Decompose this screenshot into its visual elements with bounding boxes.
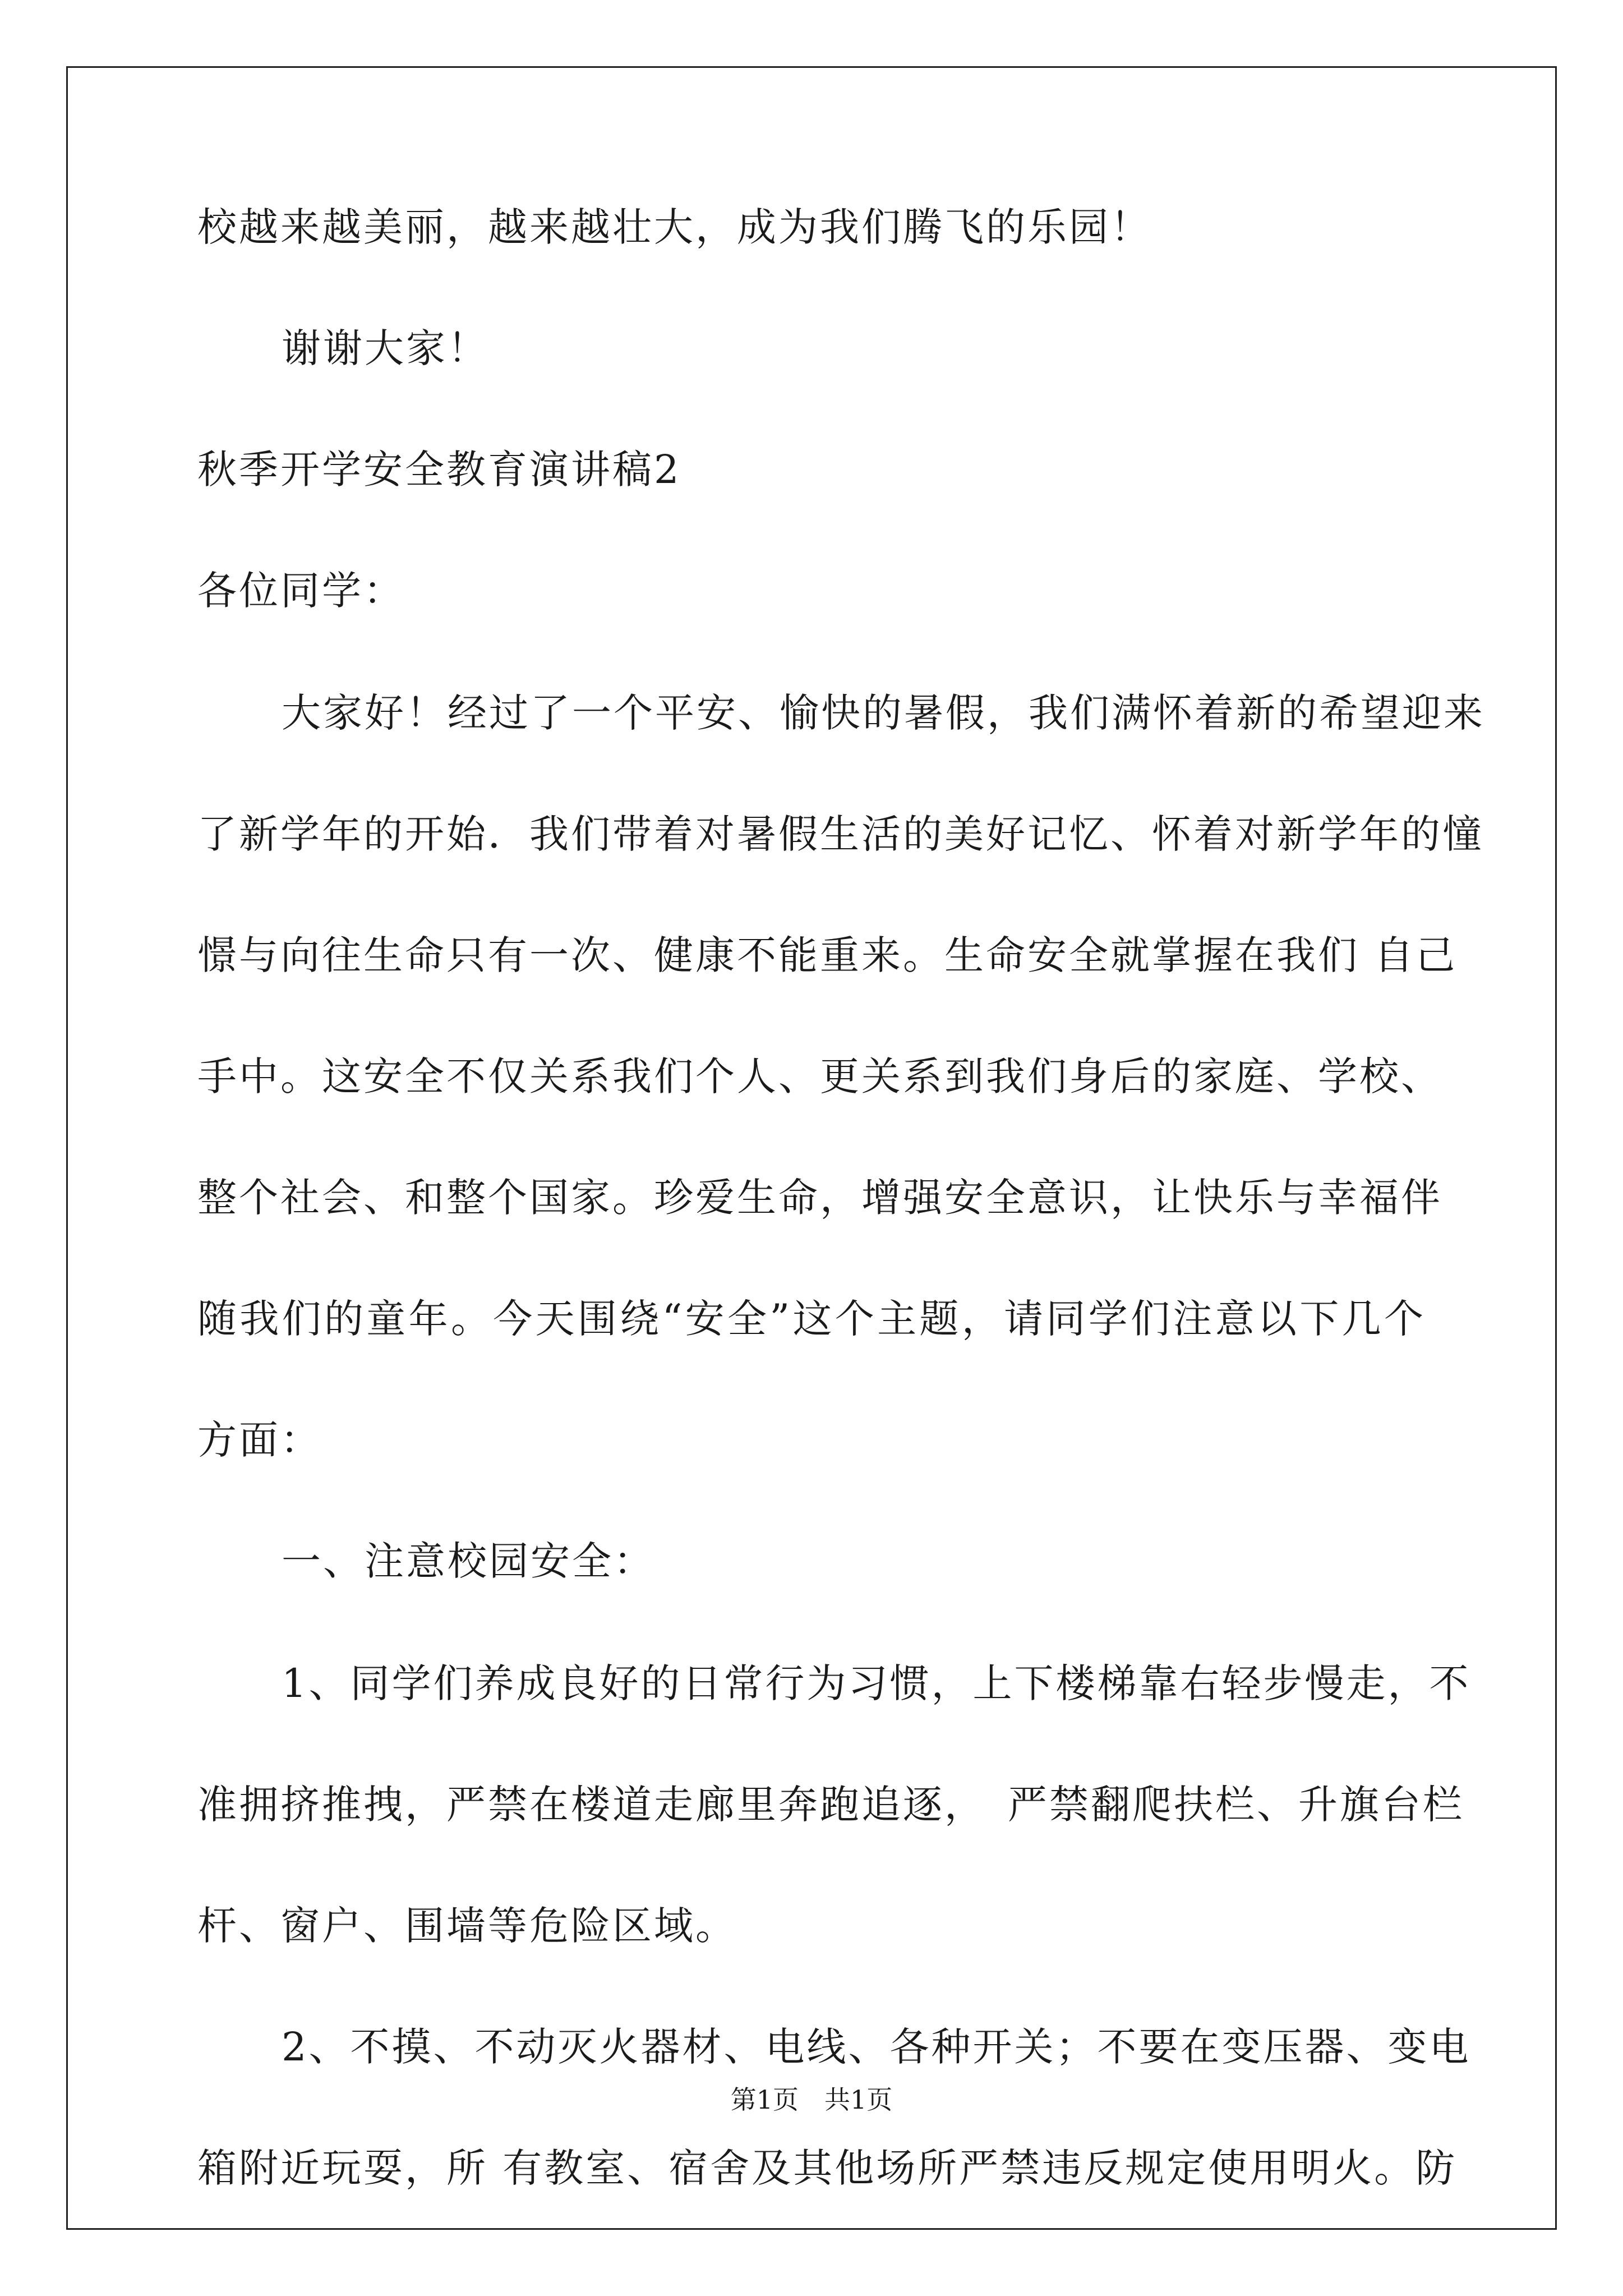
text-line: 2、不摸、不动灭火器材、电线、各种开关；不要在变压器、变电 <box>282 2024 1471 2070</box>
page-number-footer: 第1页 共1页 <box>730 2085 893 2115</box>
text-line: 箱附近玩耍，所 有教室、宿舍及其他场所严禁违反规定使用明火。防 <box>197 2145 1458 2191</box>
text-line: 了新学年的开始．我们带着对暑假生活的美好记忆、怀着对新学年的憧 <box>197 811 1484 857</box>
text-line: 方面： <box>197 1417 322 1463</box>
subsection-heading: 一、注意校园安全： <box>282 1538 655 1584</box>
text-line: 憬与向往生命只有一次、健康不能重来。生命安全就掌握在我们 自己 <box>197 932 1458 978</box>
text-line: 1、同学们养成良好的日常行为习惯，上下楼梯靠右轻步慢走，不 <box>282 1660 1471 1706</box>
text-line: 杆、窗户、围墙等危险区域。 <box>197 1903 737 1949</box>
text-line: 大家好！经过了一个平安、愉快的暑假，我们满怀着新的希望迎来 <box>282 690 1485 736</box>
text-line: 校越来越美丽，越来越壮大，成为我们腾飞的乐园！ <box>197 204 1152 250</box>
salutation: 各位同学： <box>197 568 405 614</box>
text-line: 手中。这安全不仅关系我们个人、更关系到我们身后的家庭、学校、 <box>197 1053 1442 1099</box>
text-line: 谢谢大家！ <box>282 325 489 371</box>
text-line: 准拥挤推拽，严禁在楼道走廊里奔跑追逐， 严禁翻爬扶栏、升旗台栏 <box>197 1782 1464 1828</box>
text-line: 整个社会、和整个国家。珍爱生命，增强安全意识，让快乐与幸福伴 <box>197 1175 1442 1221</box>
text-line: 随我们的童年。今天围绕“安全”这个主题，请同学们注意以下几个 <box>197 1296 1426 1342</box>
section-heading: 秋季开学安全教育演讲稿2 <box>197 447 681 493</box>
